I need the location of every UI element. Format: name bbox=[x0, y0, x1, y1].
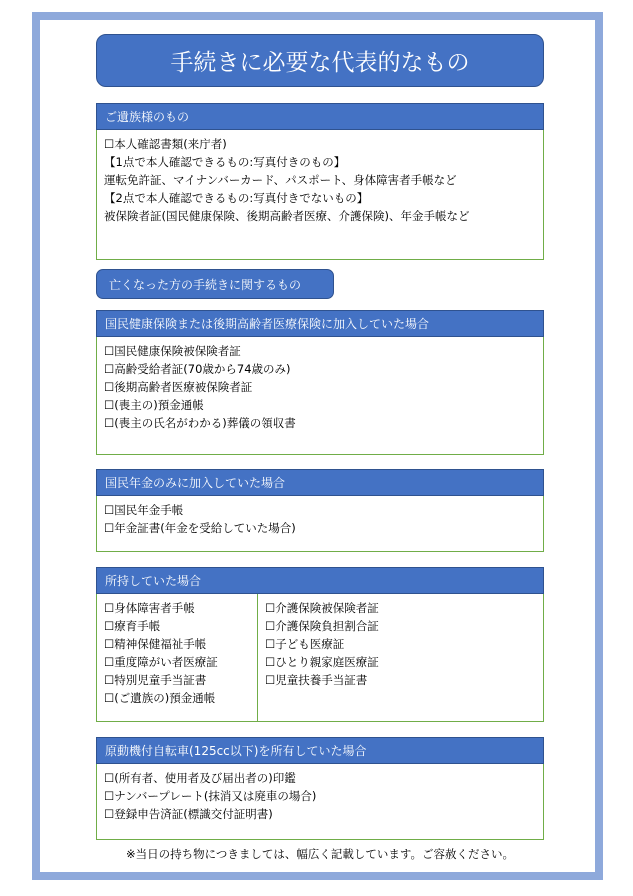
deceased-section-label: 亡くなった方の手続きに関するもの bbox=[96, 269, 334, 299]
list-item: ☐ひとり親家庭医療証 bbox=[265, 655, 379, 669]
list-item: ☐登録申告済証(標識交付証明書) bbox=[104, 807, 273, 821]
list-item: ☐(喪主の氏名がわかる)葬儀の領収書 bbox=[104, 416, 296, 430]
list-item: 【1点で本人確認できるもの:写真付きのもの】 bbox=[104, 155, 346, 169]
moped-body bbox=[96, 764, 544, 840]
pension-body bbox=[96, 496, 544, 552]
list-item: ☐国民年金手帳 bbox=[104, 503, 184, 517]
list-item: ☐ナンバープレート(抹消又は廃車の場合) bbox=[104, 789, 317, 803]
page-title: 手続きに必要な代表的なもの bbox=[96, 34, 544, 87]
possessed-left-column bbox=[97, 594, 258, 721]
list-item: ☐療育手帳 bbox=[104, 619, 161, 633]
list-item: 被保険者証(国民健康保険、後期高齢者医療、介護保険)、年金手帳など bbox=[104, 209, 470, 223]
list-item: ☐介護保険被保険者証 bbox=[265, 601, 379, 615]
health-insurance-header: 国民健康保険または後期高齢者医療保険に加入していた場合 bbox=[96, 310, 544, 337]
pension-header: 国民年金のみに加入していた場合 bbox=[96, 469, 544, 496]
content-panel bbox=[40, 20, 595, 872]
list-item: ☐介護保険負担割合証 bbox=[265, 619, 379, 633]
health-insurance-body bbox=[96, 337, 544, 455]
list-item: ☐後期高齢者医療被保険者証 bbox=[104, 380, 253, 394]
possessed-right-column bbox=[258, 594, 543, 721]
list-item: 【2点で本人確認できるもの:写真付きでないもの】 bbox=[104, 191, 369, 205]
footnote: ※当日の持ち物につきましては、幅広く記載しています。ご容赦ください。 bbox=[126, 847, 514, 861]
possessed-header: 所持していた場合 bbox=[96, 567, 544, 594]
family-section-header: ご遺族様のもの bbox=[96, 103, 544, 130]
possessed-body bbox=[96, 594, 544, 722]
list-item: ☐重度障がい者医療証 bbox=[104, 655, 218, 669]
list-item: ☐精神保健福祉手帳 bbox=[104, 637, 207, 651]
list-item: ☐(ご遺族の)預金通帳 bbox=[104, 691, 216, 705]
list-item: ☐高齢受給者証(70歳から74歳のみ) bbox=[104, 362, 291, 376]
list-item: ☐児童扶養手当証書 bbox=[265, 673, 368, 687]
moped-header: 原動機付自転車(125cc以下)を所有していた場合 bbox=[96, 737, 544, 764]
list-item: ☐本人確認書類(来庁者) bbox=[104, 137, 227, 151]
list-item: ☐(喪主の)預金通帳 bbox=[104, 398, 204, 412]
family-section-body bbox=[96, 130, 544, 260]
list-item: ☐(所有者、使用者及び届出者の)印鑑 bbox=[104, 771, 296, 785]
outer-frame bbox=[32, 12, 603, 880]
list-item: ☐子ども医療証 bbox=[265, 637, 345, 651]
list-item: 運転免許証、マイナンバーカード、パスポート、身体障害者手帳など bbox=[104, 173, 457, 187]
list-item: ☐国民健康保険被保険者証 bbox=[104, 344, 241, 358]
list-item: ☐年金証書(年金を受給していた場合) bbox=[104, 521, 296, 535]
list-item: ☐身体障害者手帳 bbox=[104, 601, 195, 615]
list-item: ☐特別児童手当証書 bbox=[104, 673, 207, 687]
